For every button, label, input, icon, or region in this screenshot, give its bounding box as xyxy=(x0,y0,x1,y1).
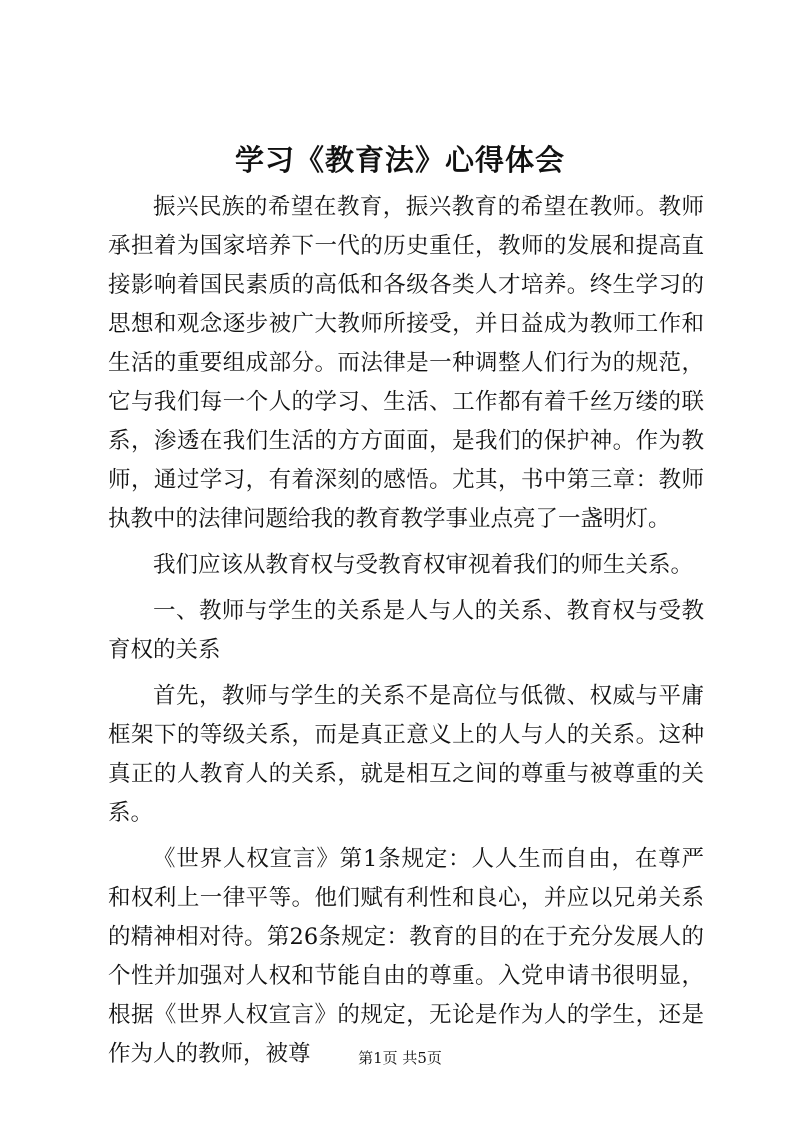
paragraph-first: 首先，教师与学生的关系不是高位与低微、权威与平庸框架下的等级关系，而是真正意义上的人与人的关系。这种真正的人教育人的关系，就是相互之间的尊重与被尊重的关系。 xyxy=(108,683,704,826)
section-heading-one: 一、教师与学生的关系是人与人的关系、教育权与受教育权的关系 xyxy=(108,598,704,663)
document-body xyxy=(108,188,704,1081)
paragraph-intro: 振兴民族的希望在教育，振兴教育的希望在教师。教师承担着为国家培养下一代的历史重任，教师的发展和提高直接影响着国民素质的高低和各级各类人才培养。终生学习的思想和观念逐步被广大教师所接受，并日益成为教师工作和生活的重要组成部分。而法律是一种调整人们行为的规范，它与我们每一个人的学习、生活、工作都有着千丝万缕的联系，渗透在我们生活的方方面面，是我们的保护神。作为教师，通过学习，有着深刻的感悟。尤其，书中第三章：教师执教中的法律问题给我的教育教学事业点亮了一盏明灯。 xyxy=(108,194,704,532)
paragraph-relationship: 我们应该从教育权与受教育权审视着我们的师生关系。 xyxy=(153,552,694,578)
document-title: 学习《教育法》心得体会 xyxy=(234,143,565,177)
paragraph-human-rights: 《世界人权宣言》第1条规定：人人生而自由，在尊严和权利上一律平等。他们赋有利性和良心，并应以兄弟关系的精神相对待。第26条规定：教育的目的在于充分发展人的个性并加强对人权和节能自由的尊重。入党申请书很明显，根据《世界人权宣言》的规定，无论是作为人的学生，还是作为人的教师，被尊 xyxy=(108,846,704,1067)
page-footer: 第1页 共5页 xyxy=(358,1049,442,1067)
